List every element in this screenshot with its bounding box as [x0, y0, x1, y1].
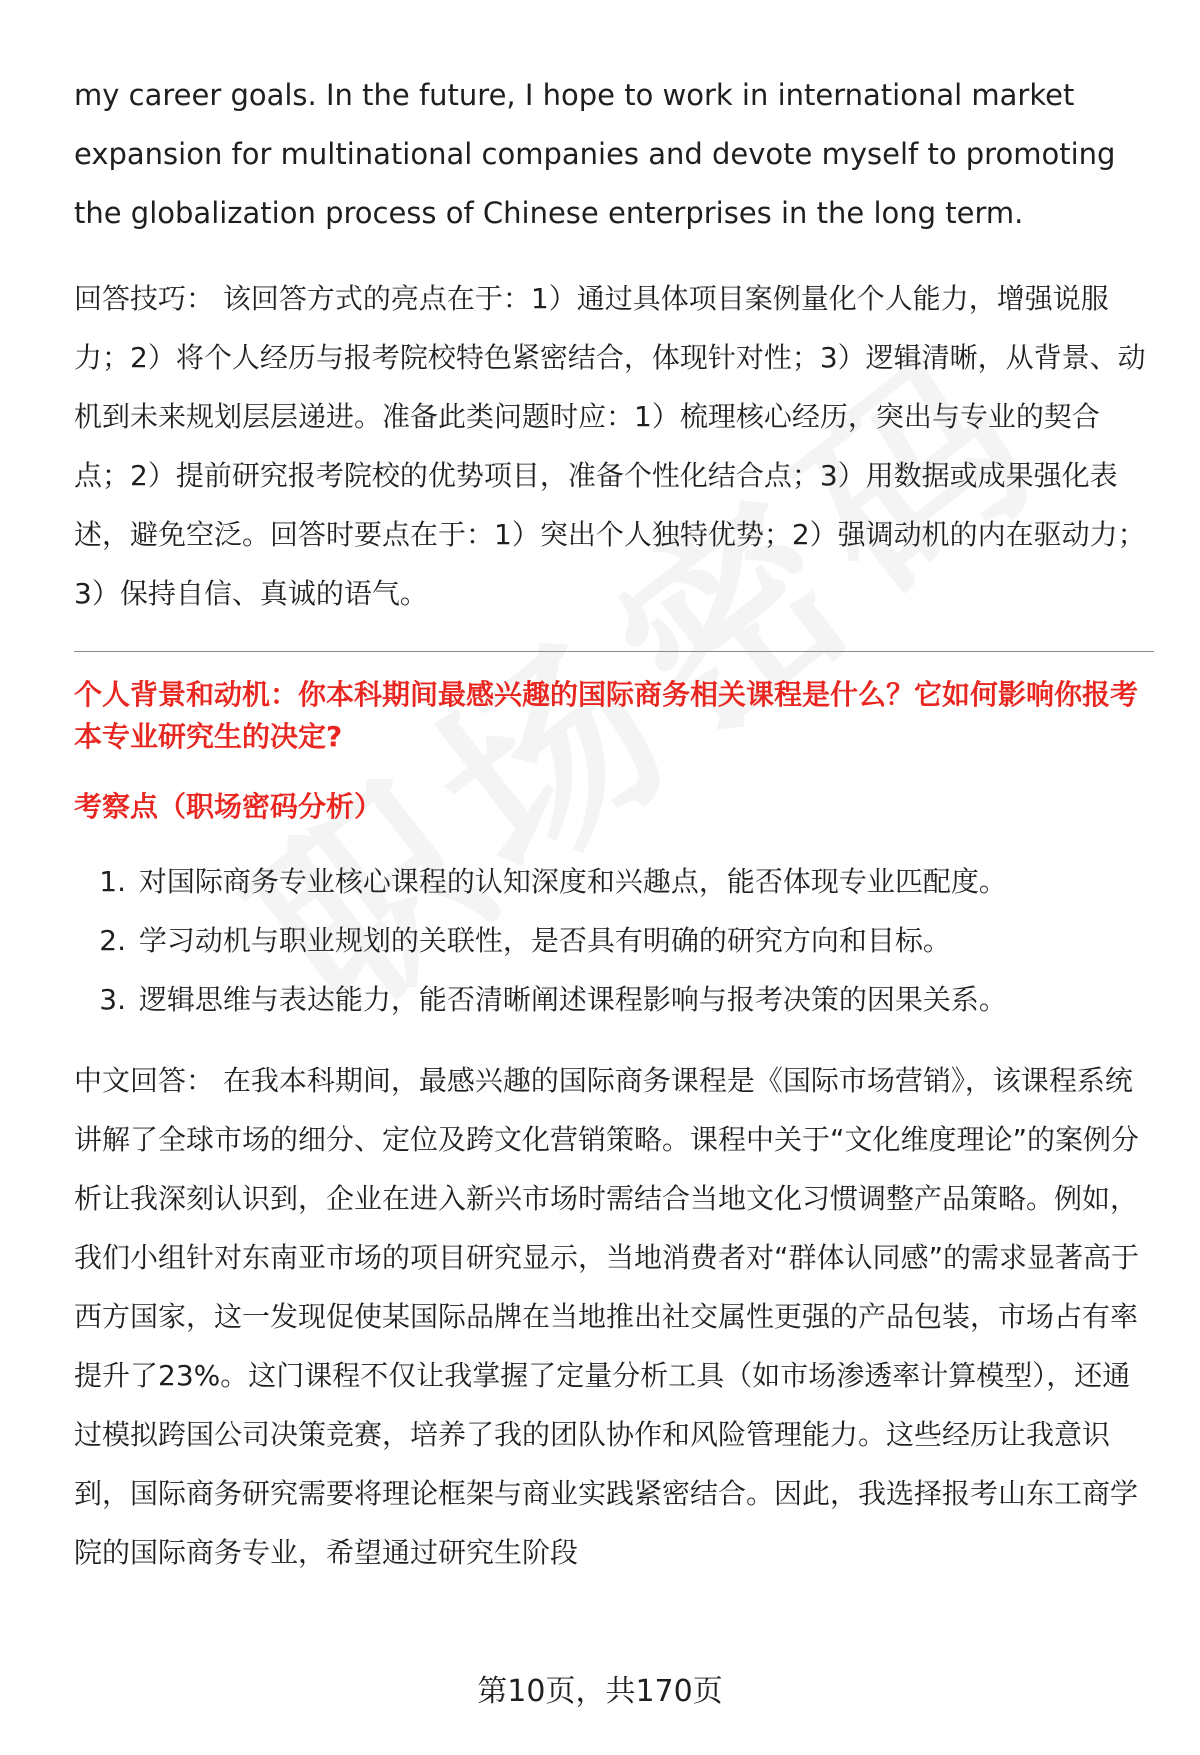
list-number: 1. [99, 865, 126, 898]
list-text: 对国际商务专业核心课程的认知深度和兴趣点，能否体现专业匹配度。 [138, 865, 1007, 898]
list-text: 学习动机与职业规划的关联性，是否具有明确的研究方向和目标。 [138, 924, 951, 957]
intro-english-paragraph: my career goals. In the future, I hope to work in international market expansion for multinational companies and devote myself to promoting the globalization process of Chinese enterprises in the long term. [74, 78, 1116, 230]
answer-tips-paragraph [74, 269, 1154, 623]
chinese-answer-paragraph [74, 1051, 1154, 1582]
question-heading: 个人背景和动机：你本科期间最感兴趣的国际商务相关课程是什么？它如何影响你报考本专业研究生的决定? [74, 678, 1139, 753]
list-item [74, 970, 1154, 1029]
list-number: 3. [99, 983, 126, 1016]
exam-points-heading: 考察点（职场密码分析） [74, 790, 383, 823]
tips-label: 回答技巧： [74, 282, 215, 315]
list-item [74, 911, 1154, 970]
section-divider [74, 651, 1154, 652]
exam-points-list [74, 852, 1154, 1029]
answer-label: 中文回答： [74, 1064, 215, 1097]
page-number-footer: 第10页，共170页 [477, 1674, 723, 1709]
list-text: 逻辑思维与表达能力，能否清晰阐述课程影响与报考决策的因果关系。 [138, 983, 1007, 1016]
list-item [74, 852, 1154, 911]
answer-text: 在我本科期间，最感兴趣的国际商务课程是《国际市场营销》，该课程系统讲解了全球市场的细分、定位及跨文化营销策略。课程中关于“文化维度理论”的案例分析让我深刻认识到，企业在进入新兴市场时需结合当地文化习惯调整产品策略。例如，我们小组针对东南亚市场的项目研究显示，当地消费者对“群体认同感”的需求显著高于西方国家，这一发现促使某国际品牌在当地推出社交属性更强的产品包装，市场占有率提升了23%。这门课程不仅让我掌握了定量分析工具（如市场渗透率计算模型），还通过模拟跨国公司决策竞赛，培养了我的团队协作和风险管理能力。这些经历让我意识到，国际商务研究需要将理论框架与商业实践紧密结合。因此，我选择报考山东工商学院的国际商务专业，希望通过研究生阶段 [74, 1064, 1140, 1569]
document-page [74, 66, 1154, 1582]
list-number: 2. [99, 924, 126, 957]
tips-text: 该回答方式的亮点在于：1）通过具体项目案例量化个人能力，增强说服力；2）将个人经历与报考院校特色紧密结合，体现针对性；3）逻辑清晰，从背景、动机到未来规划层层递进。准备此类问题时应：1）梳理核心经历，突出与专业的契合点；2）提前研究报考院校的优势项目，准备个性化结合点；3）用数据或成果强化表述，避免空泛。回答时要点在于：1）突出个人独特优势；2）强调动机的内在驱动力；3）保持自信、真诚的语气。 [74, 282, 1146, 610]
